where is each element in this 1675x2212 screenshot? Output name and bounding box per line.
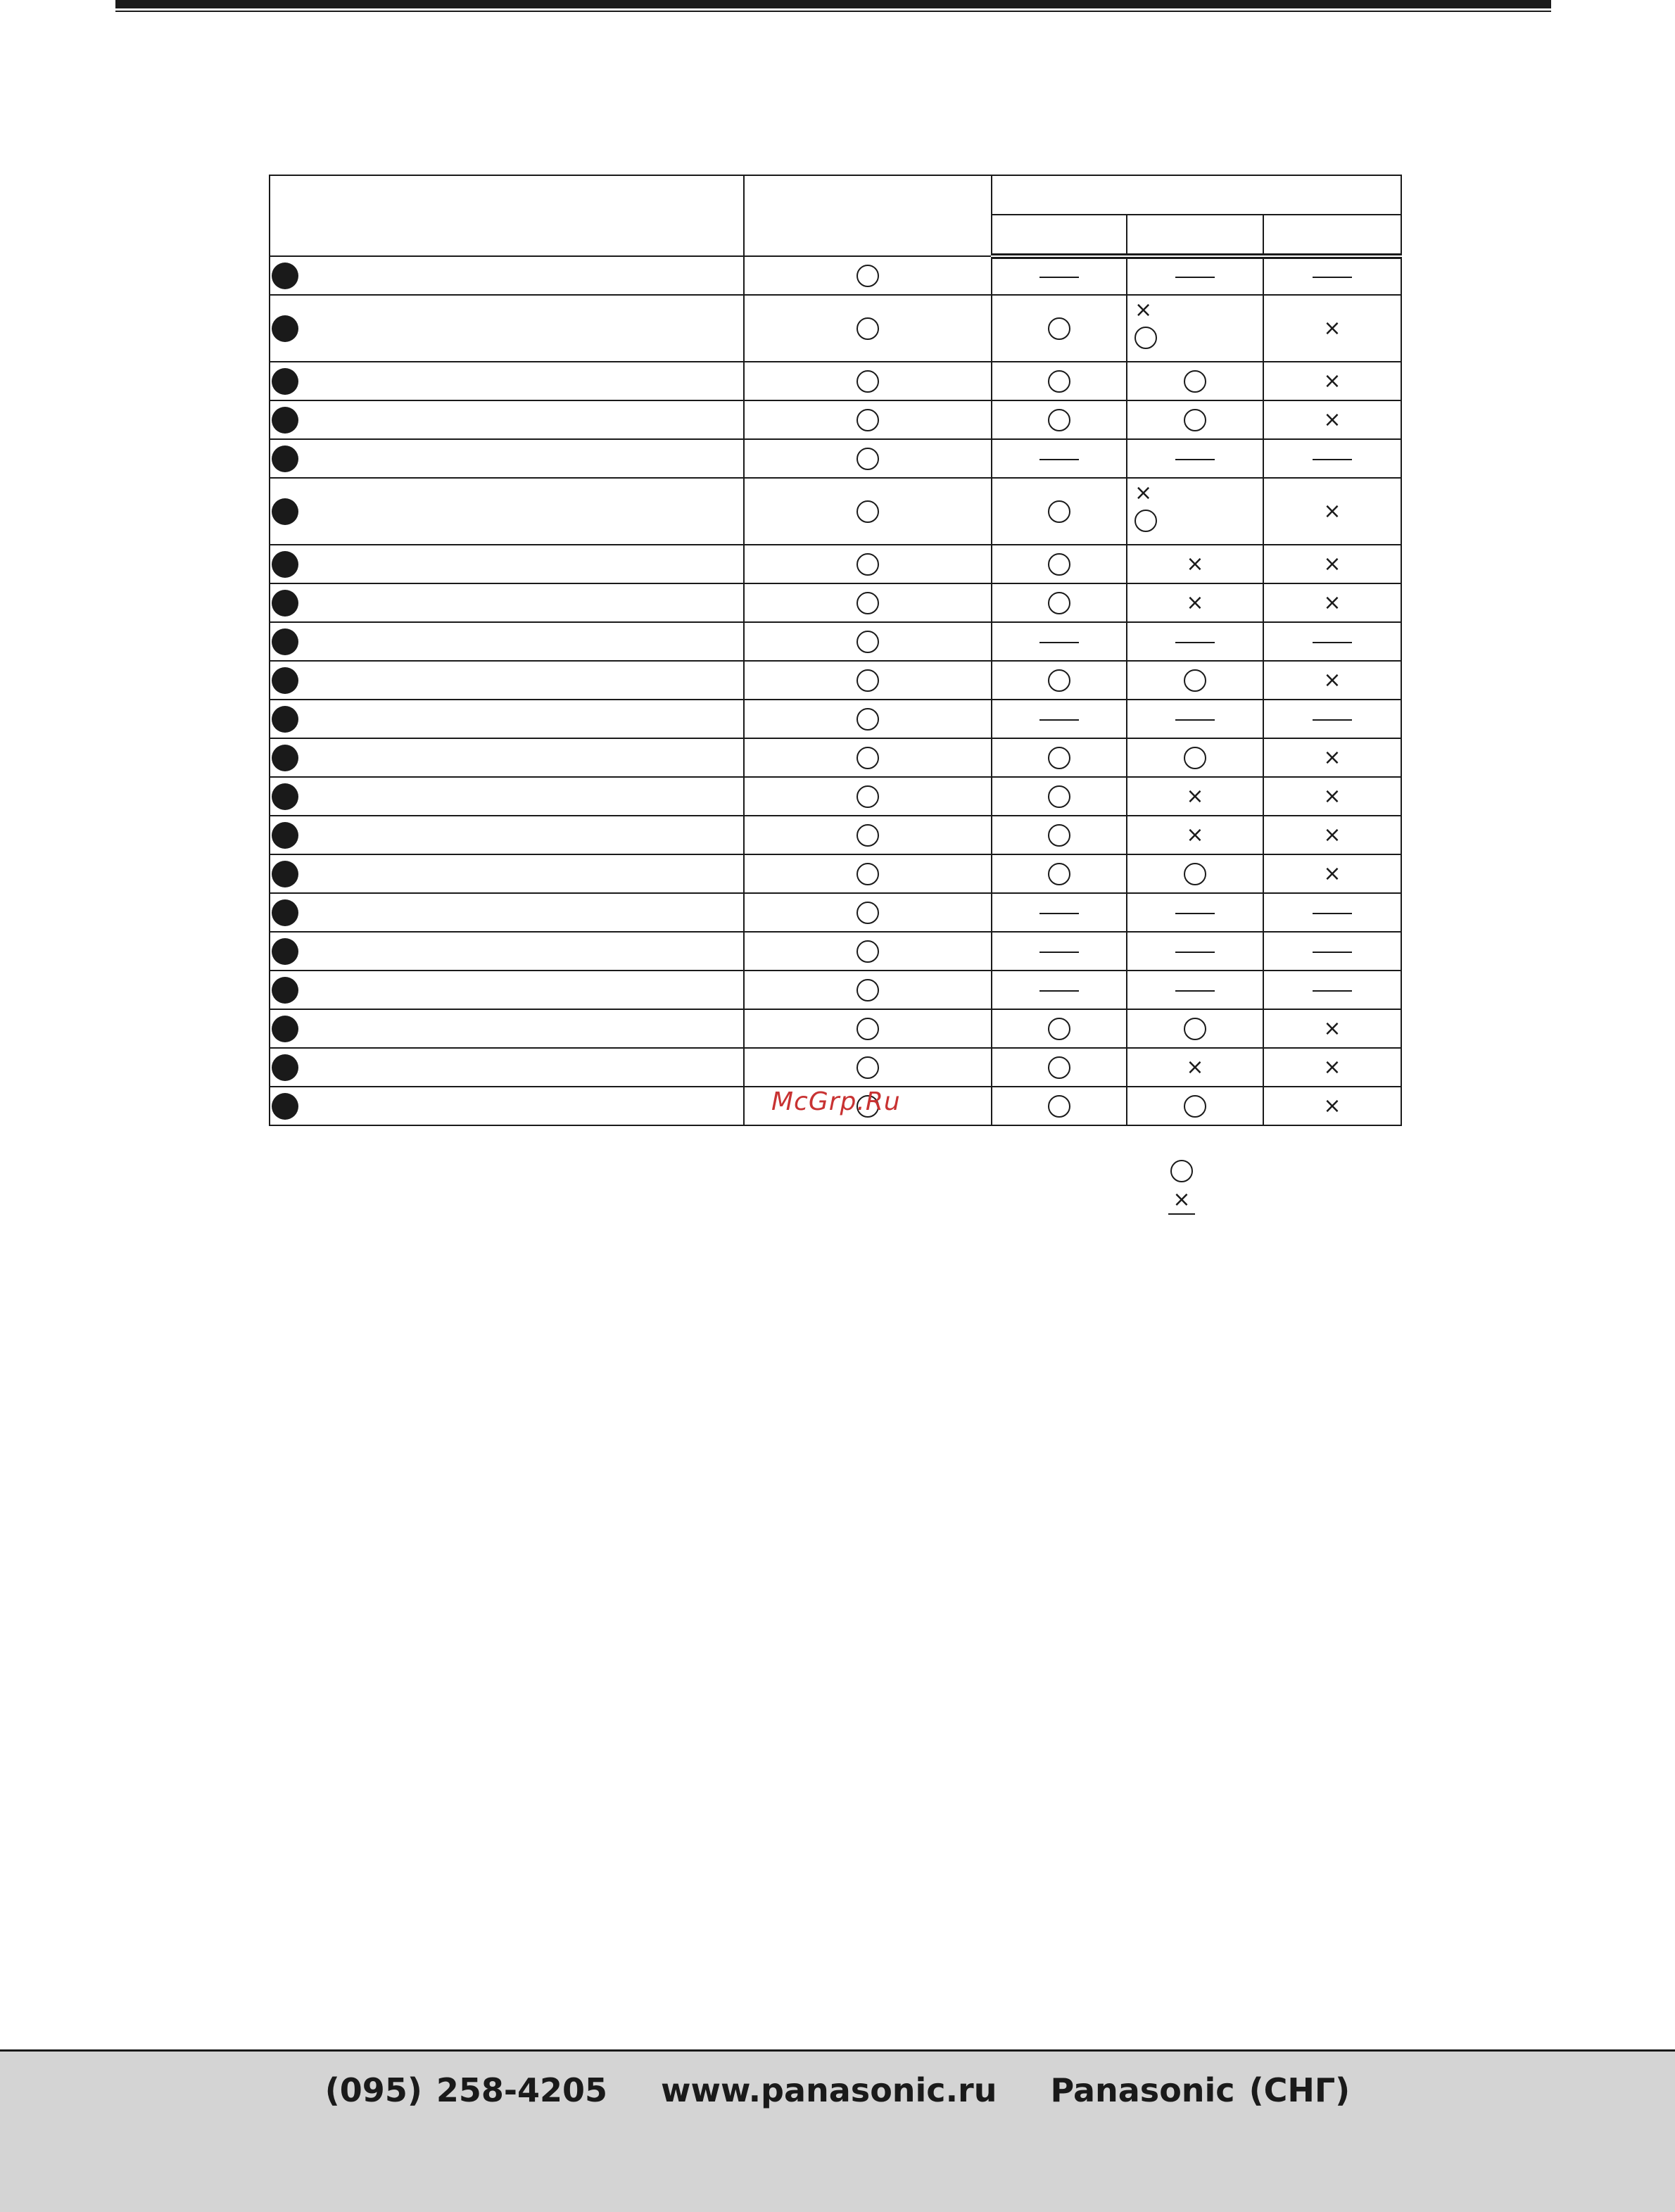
cell-circle-icon — [1184, 863, 1206, 885]
row-value-cell — [744, 478, 992, 545]
cell-circle-icon — [857, 317, 879, 340]
cell-cross-icon: × — [1323, 783, 1341, 809]
table-row — [270, 932, 1401, 971]
row-value-cell — [1263, 295, 1401, 362]
row-value-cell — [992, 545, 1127, 583]
row-value-cell — [1263, 439, 1401, 478]
cell-circle-icon — [857, 553, 879, 576]
cell-circle-icon — [857, 979, 879, 1001]
cell-circle-icon — [1184, 1018, 1206, 1040]
row-value-cell — [744, 439, 992, 478]
row-value-cell — [1263, 854, 1401, 893]
cell-circle-icon — [1048, 863, 1070, 885]
table-row — [270, 816, 1401, 854]
table-row — [270, 545, 1401, 583]
cell-dash — [1313, 913, 1352, 914]
cell-dash — [1039, 719, 1079, 721]
cell-dash — [1039, 642, 1079, 643]
cell-cross-icon: × — [1323, 551, 1341, 576]
bullet-icon — [272, 628, 298, 655]
bullet-icon — [272, 1054, 298, 1081]
table-row — [270, 1048, 1401, 1087]
cell-circle-icon — [857, 708, 879, 731]
row-value-cell — [1263, 362, 1401, 400]
cell-dash — [1313, 719, 1352, 721]
cell-circle-icon — [857, 824, 879, 847]
bullet-icon — [272, 315, 298, 342]
footer-brand: Panasonic (СНГ) — [1050, 2071, 1351, 2109]
row-value-cell — [1127, 1009, 1263, 1048]
cell-circle-icon — [857, 592, 879, 614]
cell-circle-icon — [1048, 1056, 1070, 1079]
cell-cross-icon: × — [1186, 1054, 1204, 1080]
cell-cross-icon: × — [1323, 822, 1341, 847]
row-item-cell — [270, 362, 744, 400]
cell-cross-icon: × — [1323, 1093, 1341, 1118]
cell-circle-icon — [1048, 553, 1070, 576]
row-value-cell — [744, 400, 992, 439]
row-value-cell — [1127, 622, 1263, 661]
table-row — [270, 893, 1401, 932]
bullet-icon — [272, 861, 298, 887]
row-value-cell — [1127, 893, 1263, 932]
cell-dash — [1175, 459, 1215, 460]
row-value-cell — [992, 854, 1127, 893]
cell-dash — [1175, 277, 1215, 278]
table-row — [270, 1009, 1401, 1048]
cell-dash — [1175, 719, 1215, 721]
row-value-cell — [1127, 400, 1263, 439]
cell-circle-icon — [857, 902, 879, 924]
cell-circle-icon — [1048, 370, 1070, 393]
row-value-cell — [992, 583, 1127, 622]
cell-circle-icon — [1184, 747, 1206, 769]
cell-circle-icon — [1184, 1095, 1206, 1118]
bullet-icon — [272, 822, 298, 849]
cell-dash — [1175, 642, 1215, 643]
cell-circle-icon — [1134, 327, 1157, 349]
row-item-cell — [270, 622, 744, 661]
cell-circle-icon — [857, 1056, 879, 1079]
cell-cross-icon: × — [1186, 783, 1204, 809]
cell-cross-icon: × — [1323, 498, 1341, 524]
footer-contact-line — [0, 2071, 1675, 2109]
stacked-marks — [1134, 300, 1157, 349]
row-value-cell — [1127, 700, 1263, 738]
header-main-column — [744, 175, 992, 256]
row-value-cell — [744, 583, 992, 622]
cell-circle-icon — [1048, 1018, 1070, 1040]
row-value-cell — [992, 816, 1127, 854]
cell-circle-icon — [857, 1018, 879, 1040]
cell-circle-icon — [1048, 1095, 1070, 1118]
row-value-cell — [1263, 545, 1401, 583]
row-value-cell — [992, 1009, 1127, 1048]
cell-dash — [1175, 913, 1215, 914]
row-value-cell — [992, 295, 1127, 362]
footer-phone: (095) 258-4205 — [324, 2071, 608, 2109]
cell-cross-icon: × — [1323, 315, 1341, 341]
row-value-cell — [744, 738, 992, 777]
bullet-icon — [272, 706, 298, 733]
row-value-cell — [1127, 1048, 1263, 1087]
cell-circle-icon — [1048, 409, 1070, 431]
table-row — [270, 700, 1401, 738]
cell-dash — [1313, 990, 1352, 992]
cell-circle-icon — [857, 265, 879, 287]
cell-circle-icon — [1184, 669, 1206, 692]
cell-circle-icon — [1048, 317, 1070, 340]
cell-circle-icon — [857, 409, 879, 431]
subheader-col-2 — [1127, 215, 1263, 256]
row-value-cell — [1263, 1087, 1401, 1125]
legend-cross-icon: × — [1172, 1187, 1191, 1212]
bullet-icon — [272, 938, 298, 965]
cell-cross-icon: × — [1323, 590, 1341, 615]
legend-underline — [1168, 1213, 1195, 1215]
row-value-cell — [1127, 738, 1263, 777]
cell-cross-icon: × — [1323, 1016, 1341, 1041]
row-value-cell — [1263, 777, 1401, 816]
cell-circle-icon — [1048, 785, 1070, 808]
top-rule-thin — [115, 11, 1551, 12]
row-item-cell — [270, 400, 744, 439]
row-value-cell — [744, 932, 992, 971]
row-value-cell — [1263, 1048, 1401, 1087]
row-value-cell — [1127, 295, 1263, 362]
bullet-icon — [272, 445, 298, 472]
table-row — [270, 478, 1401, 545]
bullet-icon — [272, 1016, 298, 1042]
cell-circle-icon — [857, 370, 879, 393]
row-value-cell — [1263, 661, 1401, 700]
row-value-cell — [744, 700, 992, 738]
row-value-cell — [1127, 583, 1263, 622]
row-value-cell — [1263, 478, 1401, 545]
cell-circle-icon — [857, 631, 879, 653]
row-item-cell — [270, 777, 744, 816]
cell-circle-icon — [857, 863, 879, 885]
table-body — [270, 256, 1401, 1125]
row-value-cell — [1127, 854, 1263, 893]
row-item-cell — [270, 439, 744, 478]
bullet-icon — [272, 590, 298, 617]
row-item-cell — [270, 661, 744, 700]
row-value-cell — [1263, 816, 1401, 854]
cell-cross-icon: × — [1323, 745, 1341, 770]
cell-cross-icon: × — [1134, 298, 1153, 322]
stacked-marks — [1134, 483, 1157, 532]
bullet-icon — [272, 745, 298, 771]
bullet-icon — [272, 498, 298, 525]
row-item-cell — [270, 478, 744, 545]
row-item-cell — [270, 932, 744, 971]
cell-cross-icon: × — [1323, 1054, 1341, 1080]
row-value-cell — [1263, 256, 1401, 295]
table-row — [270, 295, 1401, 362]
cell-cross-icon: × — [1186, 822, 1204, 847]
cell-dash — [1313, 459, 1352, 460]
row-value-cell — [1127, 362, 1263, 400]
table-row — [270, 583, 1401, 622]
row-value-cell — [744, 854, 992, 893]
row-item-cell — [270, 256, 744, 295]
table-row — [270, 439, 1401, 478]
row-value-cell — [1127, 932, 1263, 971]
cell-dash — [1039, 913, 1079, 914]
table-row — [270, 256, 1401, 295]
footer-website[interactable]: www.panasonic.ru — [661, 2071, 997, 2109]
cell-circle-icon — [857, 448, 879, 470]
row-value-cell — [1127, 661, 1263, 700]
row-value-cell — [744, 893, 992, 932]
row-value-cell — [1127, 256, 1263, 295]
row-value-cell — [744, 971, 992, 1009]
cell-circle-icon — [857, 940, 879, 963]
cell-cross-icon: × — [1323, 368, 1341, 393]
cell-dash — [1039, 990, 1079, 992]
cell-circle-icon — [1048, 824, 1070, 847]
row-value-cell — [1127, 478, 1263, 545]
row-item-cell — [270, 816, 744, 854]
bullet-icon — [272, 667, 298, 694]
cell-circle-icon — [1184, 370, 1206, 393]
cell-circle-icon — [857, 500, 879, 523]
row-value-cell — [992, 661, 1127, 700]
row-item-cell — [270, 700, 744, 738]
table-row — [270, 661, 1401, 700]
cell-dash — [1175, 990, 1215, 992]
cell-circle-icon — [857, 747, 879, 769]
cell-circle-icon — [1048, 500, 1070, 523]
bullet-icon — [272, 783, 298, 810]
row-item-cell — [270, 1087, 744, 1125]
row-value-cell — [744, 816, 992, 854]
row-value-cell — [744, 362, 992, 400]
bullet-icon — [272, 1093, 298, 1120]
table-row — [270, 777, 1401, 816]
row-value-cell — [744, 1009, 992, 1048]
row-value-cell — [744, 622, 992, 661]
row-value-cell — [1263, 893, 1401, 932]
bullet-icon — [272, 977, 298, 1004]
row-item-cell — [270, 545, 744, 583]
row-item-cell — [270, 583, 744, 622]
row-item-cell — [270, 971, 744, 1009]
cell-cross-icon: × — [1186, 551, 1204, 576]
row-value-cell — [992, 777, 1127, 816]
cell-dash — [1039, 459, 1079, 460]
cell-cross-icon: × — [1323, 667, 1341, 693]
cell-circle-icon — [1134, 510, 1157, 532]
cell-circle-icon — [1048, 592, 1070, 614]
row-value-cell — [992, 932, 1127, 971]
row-value-cell — [1263, 738, 1401, 777]
row-value-cell — [992, 256, 1127, 295]
row-value-cell — [744, 1048, 992, 1087]
cell-dash — [1039, 952, 1079, 953]
table-row — [270, 362, 1401, 400]
cell-circle-icon — [1048, 747, 1070, 769]
table-header-row — [270, 175, 1401, 215]
table-row — [270, 622, 1401, 661]
table-row — [270, 854, 1401, 893]
row-value-cell — [1127, 545, 1263, 583]
row-value-cell — [992, 622, 1127, 661]
subheader-col-1 — [992, 215, 1127, 256]
table-row — [270, 971, 1401, 1009]
cell-circle-icon — [857, 785, 879, 808]
watermark: McGrp.Ru — [771, 1087, 901, 1116]
table-row — [270, 738, 1401, 777]
cell-dash — [1313, 277, 1352, 278]
cell-dash — [1313, 952, 1352, 953]
cell-cross-icon: × — [1323, 407, 1341, 432]
row-value-cell — [744, 256, 992, 295]
row-value-cell — [1263, 400, 1401, 439]
cell-cross-icon: × — [1323, 861, 1341, 886]
bullet-icon — [272, 407, 298, 434]
row-value-cell — [744, 295, 992, 362]
cell-circle-icon — [1184, 409, 1206, 431]
row-value-cell — [992, 439, 1127, 478]
row-value-cell — [992, 893, 1127, 932]
row-value-cell — [992, 1048, 1127, 1087]
cell-dash — [1313, 642, 1352, 643]
row-value-cell — [992, 362, 1127, 400]
cell-dash — [1175, 952, 1215, 953]
bullet-icon — [272, 263, 298, 289]
top-rule — [115, 0, 1551, 8]
header-item-column — [270, 175, 744, 256]
row-value-cell — [1127, 777, 1263, 816]
subheader-col-3 — [1263, 215, 1401, 256]
row-item-cell — [270, 1048, 744, 1087]
row-value-cell — [1127, 971, 1263, 1009]
row-item-cell — [270, 854, 744, 893]
row-value-cell — [1263, 700, 1401, 738]
row-value-cell — [744, 777, 992, 816]
row-value-cell — [1127, 439, 1263, 478]
row-value-cell — [1263, 583, 1401, 622]
row-value-cell — [1127, 1087, 1263, 1125]
footer-bar — [0, 2049, 1675, 2212]
row-value-cell — [744, 545, 992, 583]
row-value-cell — [992, 400, 1127, 439]
row-item-cell — [270, 738, 744, 777]
legend — [1168, 1160, 1195, 1215]
header-group — [992, 175, 1401, 215]
row-value-cell — [992, 1087, 1127, 1125]
cell-cross-icon: × — [1186, 590, 1204, 615]
legend-circle-icon — [1170, 1160, 1193, 1182]
table-row — [270, 400, 1401, 439]
bullet-icon — [272, 551, 298, 578]
row-item-cell — [270, 893, 744, 932]
row-value-cell — [1263, 971, 1401, 1009]
row-value-cell — [992, 700, 1127, 738]
cell-circle-icon — [1048, 669, 1070, 692]
row-value-cell — [992, 478, 1127, 545]
row-value-cell — [1127, 816, 1263, 854]
cell-cross-icon: × — [1134, 481, 1153, 505]
compatibility-table — [269, 175, 1402, 1126]
row-value-cell — [1263, 622, 1401, 661]
bullet-icon — [272, 899, 298, 926]
row-item-cell — [270, 295, 744, 362]
row-value-cell — [744, 661, 992, 700]
row-value-cell — [1263, 1009, 1401, 1048]
row-value-cell — [992, 971, 1127, 1009]
row-value-cell — [992, 738, 1127, 777]
row-value-cell — [1263, 932, 1401, 971]
bullet-icon — [272, 368, 298, 395]
cell-circle-icon — [857, 669, 879, 692]
cell-dash — [1039, 277, 1079, 278]
row-item-cell — [270, 1009, 744, 1048]
